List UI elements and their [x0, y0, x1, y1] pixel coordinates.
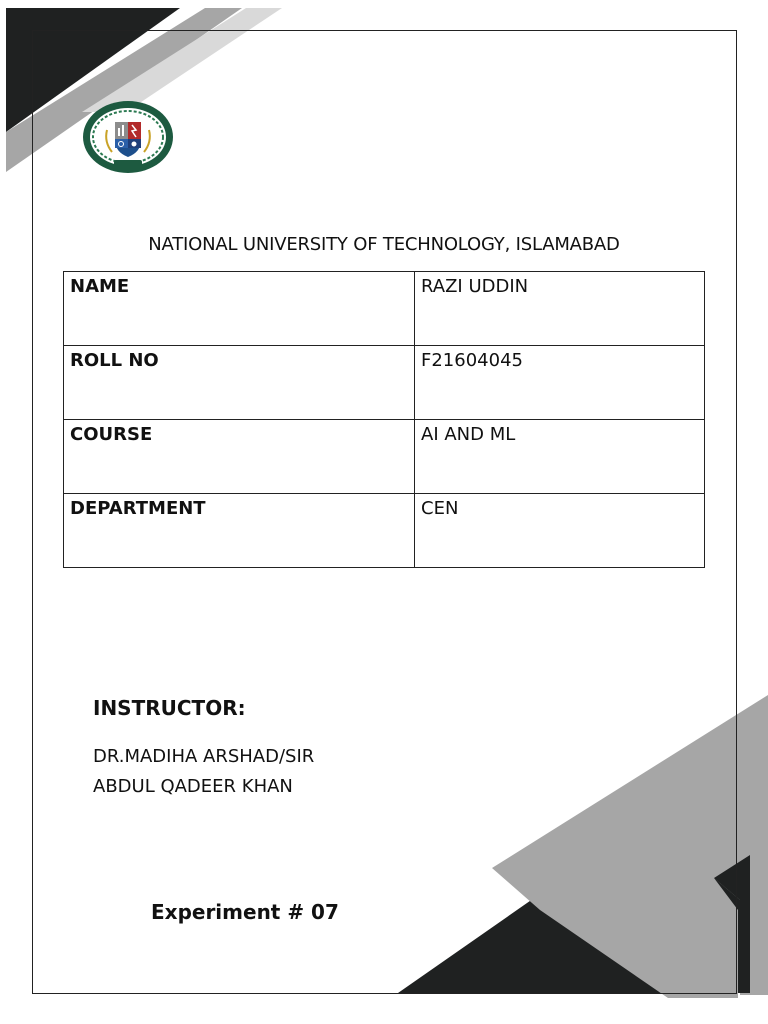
instructor-heading: INSTRUCTOR: [93, 696, 246, 720]
table-row [64, 272, 705, 346]
name-label: NAME [64, 272, 415, 346]
name-value: RAZI UDDIN [415, 272, 705, 346]
course-value: AI AND ML [415, 420, 705, 494]
department-label: DEPARTMENT [64, 494, 415, 568]
table-row [64, 346, 705, 420]
university-name: NATIONAL UNIVERSITY OF TECHNOLOGY, ISLAMABAD [148, 234, 620, 255]
roll-no-label: ROLL NO [64, 346, 415, 420]
roll-no-value: F21604045 [415, 346, 705, 420]
instructor-name-line-1: DR.MADIHA ARSHAD/SIR [93, 746, 315, 767]
student-info-table [63, 271, 705, 568]
course-label: COURSE [64, 420, 415, 494]
table-row [64, 494, 705, 568]
university-logo-seal [82, 100, 174, 174]
experiment-title: Experiment # 07 [151, 900, 339, 924]
table-row [64, 420, 705, 494]
department-value: CEN [415, 494, 705, 568]
instructor-name-line-2: ABDUL QADEER KHAN [93, 776, 293, 797]
